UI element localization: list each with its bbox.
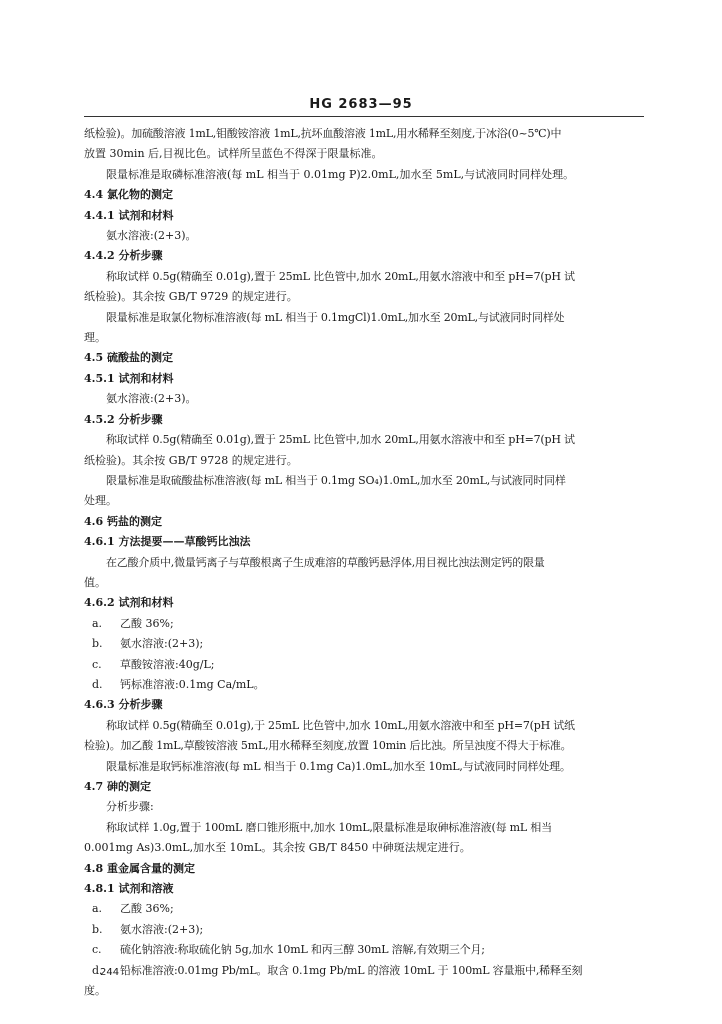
section-heading: 4.4 氯化物的测定 [84,188,173,202]
list-item [84,655,644,675]
paragraph-line: 放置 30min 后,目视比色。试样所呈蓝色不得深于限量标准。 [84,147,383,161]
paragraph-line: 0.001mg As)3.0mL,加水至 10mL。其余按 GB/T 8450 中砷斑法规定进行。 [84,841,471,855]
list-item [84,675,644,695]
list-item-label: a. [92,616,103,630]
subsection-heading: 4.6.1 方法提要——草酸钙比浊法 [84,535,251,549]
list-item [84,940,644,960]
list-item-text: 硫化钠溶液:称取硫化钠 5g,加水 10mL 和丙三醇 30mL 溶解,有效期三个月; [120,943,485,957]
list-item-label: c. [92,943,102,957]
paragraph-line: 纸检验)。其余按 GB/T 9728 的规定进行。 [84,453,298,467]
paragraph-line: 处理。 [84,494,117,508]
list-item-label: a. [92,902,103,916]
section-heading: 4.6 钙盐的测定 [84,514,162,528]
paragraph-line: 检验)。加乙酸 1mL,草酸铵溶液 5mL,用水稀释至刻度,放置 10min 后比浊。所呈浊度不得大于标准。 [84,739,572,753]
list-item-label: c. [92,657,102,671]
list-item [84,920,644,940]
paragraph-line: 在乙酸介质中,微量钙离子与草酸根离子生成难溶的草酸钙悬浮体,用目视比浊法测定钙的限量 [106,555,545,569]
subsection-heading: 4.5.2 分析步骤 [84,412,163,426]
section-heading: 4.5 硫酸盐的测定 [84,351,173,365]
list-item-text: 氨水溶液:(2+3); [120,922,204,936]
paragraph-line: 称取试样 0.5g(精确至 0.01g),于 25mL 比色管中,加水 10mL,用氨水溶液中和至 pH=7(pH 试纸 [106,718,575,732]
list-item-text: 氨水溶液:(2+3); [120,637,204,651]
paragraph-line: 限量标准是取硫酸盐标准溶液(每 mL 相当于 0.1mg SO₄)1.0mL,加水至 20mL,与试液同时同样 [106,473,566,487]
subsection-heading: 4.8.1 试剂和溶液 [84,882,174,896]
subsection-heading: 4.4.1 试剂和材料 [84,208,174,222]
header-rule [84,116,644,117]
paragraph-line: 氨水溶液:(2+3)。 [106,392,197,406]
list-item-text: 草酸铵溶液:40g/L; [120,657,215,671]
paragraph-line: 氨水溶液:(2+3)。 [106,229,197,243]
subsection-heading: 4.5.1 试剂和材料 [84,371,174,385]
page-number: 244 [100,967,120,978]
paragraph-line: 值。 [84,575,106,589]
paragraph-line: 分析步骤: [106,800,154,814]
paragraph-line: 纸检验)。加硫酸溶液 1mL,钼酸铵溶液 1mL,抗坏血酸溶液 1mL,用水稀释至刻度,于冰浴(0~5℃)中 [84,127,562,140]
paragraph-line: 称取试样 1.0g,置于 100mL 磨口锥形瓶中,加水 10mL,限量标准是取砷标准溶液(每 mL 相当 [106,820,552,834]
list-item-label: d. [92,963,103,977]
subsection-heading: 4.4.2 分析步骤 [84,249,163,263]
section-heading: 4.7 砷的测定 [84,780,151,793]
subsection-heading: 4.6.3 分析步骤 [84,698,163,712]
list-item-label: b. [92,922,103,936]
list-item-label: d. [92,677,103,691]
list-item-label: b. [92,637,103,651]
list-item-text: 铅标准溶液:0.01mg Pb/mL。取含 0.1mg Pb/mL 的溶液 10mL 于 100mL 容量瓶中,稀释至刻 [120,963,583,977]
list-item-text: 乙酸 36%; [120,616,174,630]
list-item-text: 乙酸 36%; [120,902,174,916]
list-item-text: 钙标准溶液:0.1mg Ca/mL。 [120,677,265,691]
paragraph-line: 称取试样 0.5g(精确至 0.01g),置于 25mL 比色管中,加水 20mL,用氨水溶液中和至 pH=7(pH 试 [106,433,575,447]
paragraph-line: 度。 [84,984,106,998]
list-item [84,961,644,981]
paragraph-line: 限量标准是取磷标准溶液(每 mL 相当于 0.01mg P)2.0mL,加水至 5mL,与试液同时同样处理。 [106,167,575,181]
paragraph-line: 称取试样 0.5g(精确至 0.01g),置于 25mL 比色管中,加水 20mL,用氨水溶液中和至 pH=7(pH 试 [106,269,575,283]
list-item [84,614,644,634]
paragraph-line: 理。 [84,331,106,345]
section-heading: 4.8 重金属含量的测定 [84,861,195,875]
standard-header: HG 2683—95 [309,97,413,112]
list-item [84,899,644,919]
paragraph-line: 限量标准是取氯化物标准溶液(每 mL 相当于 0.1mgCl)1.0mL,加水至 20mL,与试液同时同样处 [106,310,565,324]
list-item [84,634,644,654]
paragraph-line: 纸检验)。其余按 GB/T 9729 的规定进行。 [84,290,298,304]
document-body [84,124,644,1001]
subsection-heading: 4.6.2 试剂和材料 [84,596,174,610]
paragraph-line: 限量标准是取钙标准溶液(每 mL 相当于 0.1mg Ca)1.0mL,加水至 10mL,与试液同时同样处理。 [106,759,571,773]
